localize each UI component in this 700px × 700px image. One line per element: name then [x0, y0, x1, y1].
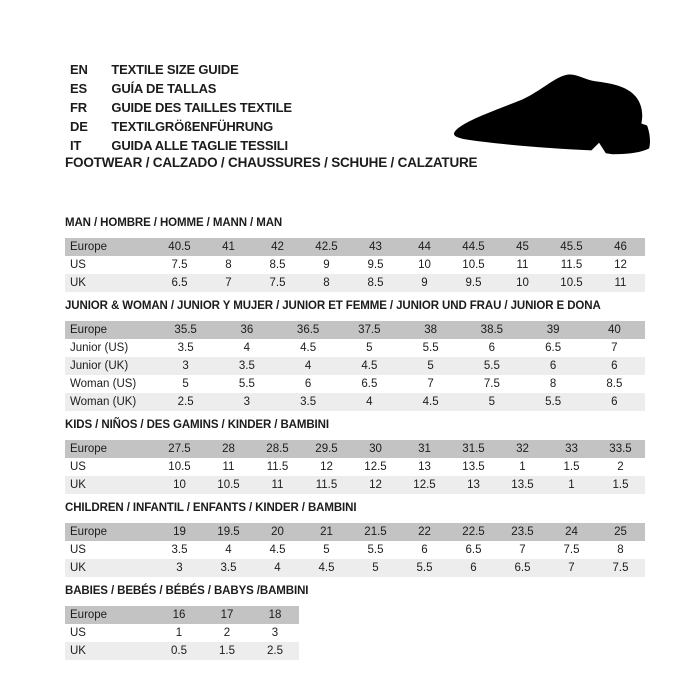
size-cell: 2.5 [155, 393, 216, 411]
size-cell: 12 [351, 476, 400, 494]
row-label: Junior (UK) [65, 357, 155, 375]
table-row-uk [65, 476, 645, 494]
language-row [70, 79, 292, 98]
table-row-uk [65, 642, 299, 660]
table-row-header [65, 440, 645, 458]
language-label: TEXTILGRÖßENFÜHRUNG [111, 119, 274, 134]
language-code: IT [70, 138, 82, 153]
size-cell: 17 [203, 606, 251, 624]
row-label: UK [65, 559, 155, 577]
size-cell: 38.5 [461, 321, 522, 339]
size-cell: 19 [155, 523, 204, 541]
size-cell: 3.5 [216, 357, 277, 375]
size-cell: 2 [617, 461, 624, 473]
size-cell: 30 [351, 440, 400, 458]
table-row-junior-us [65, 339, 645, 357]
size-cell: 36 [216, 321, 277, 339]
size-cell: 44.5 [449, 238, 498, 256]
size-cell: 10.5 [462, 259, 485, 271]
size-cell: 6.5 [465, 544, 482, 556]
size-cell: 10.5 [547, 274, 596, 292]
section-title: BABIES / BEBÉS / BÉBÉS / BABYS /BAMBINI [65, 585, 309, 597]
size-cell: 1 [547, 476, 596, 494]
size-cell: 37.5 [339, 321, 400, 339]
size-cell: 44 [400, 238, 449, 256]
size-cell: 45 [498, 238, 547, 256]
size-cell: 22 [400, 523, 449, 541]
size-cell: 25 [596, 523, 645, 541]
size-cell: 7 [519, 544, 526, 556]
size-cell: 4.5 [269, 544, 286, 556]
size-cell: 6.5 [498, 559, 547, 577]
size-cell: 4.5 [400, 393, 461, 411]
size-cell: 11 [222, 461, 235, 473]
section-title: KIDS / NIÑOS / DES GAMINS / KINDER / BAMBINI [65, 419, 329, 431]
size-cell: 12.5 [400, 476, 449, 494]
section-title: MAN / HOMBRE / HOMME / MANN / MAN [65, 217, 283, 229]
size-cell: 10 [498, 274, 547, 292]
size-cell: 28 [204, 440, 253, 458]
language-code: DE [70, 119, 88, 134]
size-cell: 24 [547, 523, 596, 541]
size-cell: 8 [225, 259, 232, 271]
size-cell: 5.5 [523, 393, 584, 411]
size-cell: 42 [253, 238, 302, 256]
size-cell: 23.5 [498, 523, 547, 541]
size-cell: 31 [400, 440, 449, 458]
language-label: TEXTILE SIZE GUIDE [111, 62, 239, 77]
size-cell: 2.5 [251, 642, 299, 660]
shoe-icon [446, 64, 660, 160]
row-label: Woman (UK) [65, 393, 155, 411]
size-cell: 11 [596, 274, 645, 292]
table-row-us [65, 541, 645, 559]
size-cell: 19.5 [204, 523, 253, 541]
table-row-us [65, 256, 645, 274]
size-cell: 16 [155, 606, 203, 624]
size-cell: 2 [223, 627, 231, 639]
size-cell: 8.5 [351, 274, 400, 292]
language-code: EN [70, 62, 88, 77]
size-cell: 5 [182, 378, 189, 390]
size-cell: 4.5 [339, 357, 400, 375]
size-cell: 22.5 [449, 523, 498, 541]
size-cell: 10 [155, 476, 204, 494]
size-cell: 0.5 [155, 642, 203, 660]
size-cell: 6 [488, 342, 496, 354]
size-cell: 6.5 [361, 378, 378, 390]
row-label: UK [65, 642, 155, 660]
size-cell: 7.5 [253, 274, 302, 292]
size-table [65, 440, 645, 494]
size-cell: 45.5 [547, 238, 596, 256]
size-cell: 5 [400, 357, 461, 375]
size-cell: 4 [278, 357, 339, 375]
size-cell: 9 [323, 259, 330, 271]
language-row [70, 136, 292, 155]
size-cell: 11.5 [302, 476, 351, 494]
size-table [65, 238, 645, 292]
language-row [70, 117, 292, 136]
size-cell: 3.5 [171, 544, 188, 556]
row-label: US [70, 461, 86, 473]
row-label: Europe [65, 238, 155, 256]
size-table-section-children [65, 501, 645, 577]
size-table-section-kids [65, 418, 645, 494]
table-row-header [65, 238, 645, 256]
table-row-uk [65, 559, 645, 577]
size-cell: 6 [304, 378, 312, 390]
size-cell: 3 [271, 627, 279, 639]
size-cell: 12.5 [364, 461, 387, 473]
size-cell: 3 [155, 357, 216, 375]
size-cell: 38 [400, 321, 461, 339]
row-label: Europe [65, 321, 155, 339]
size-cell: 7 [204, 274, 253, 292]
size-cell: 8.5 [606, 378, 623, 390]
size-cell: 3.5 [177, 342, 194, 354]
size-cell: 29.5 [302, 440, 351, 458]
language-row [70, 60, 292, 79]
size-cell: 4 [243, 342, 251, 354]
row-label: UK [65, 274, 155, 292]
size-cell: 1 [519, 461, 526, 473]
size-cell: 8 [617, 544, 624, 556]
size-cell: 6 [421, 544, 428, 556]
language-row [70, 98, 292, 117]
size-cell: 4.5 [300, 342, 317, 354]
size-cell: 7.5 [596, 559, 645, 577]
section-title: JUNIOR & WOMAN / JUNIOR Y MUJER / JUNIOR ET FEMME / JUNIOR UND FRAU / JUNIOR E DONA [65, 300, 601, 312]
size-cell: 7 [611, 342, 618, 354]
size-cell: 6.5 [545, 342, 562, 354]
size-cell: 35.5 [155, 321, 216, 339]
size-cell: 5 [351, 559, 400, 577]
language-rows [70, 60, 292, 155]
size-cell: 5 [461, 393, 522, 411]
size-tables [65, 216, 645, 667]
size-cell: 1.5 [203, 642, 251, 660]
size-cell: 40 [584, 321, 645, 339]
size-cell: 31.5 [449, 440, 498, 458]
size-table-section-man [65, 216, 645, 292]
size-table-section-junior-woman [65, 299, 645, 411]
row-label: Junior (US) [70, 342, 129, 354]
size-cell: 13.5 [498, 476, 547, 494]
row-label: US [70, 627, 86, 639]
language-code: ES [70, 81, 87, 96]
size-table [65, 606, 299, 660]
size-cell: 5.5 [238, 378, 255, 390]
size-cell: 11 [253, 476, 302, 494]
size-cell: 9 [400, 274, 449, 292]
size-cell: 3 [216, 393, 277, 411]
table-row-header [65, 606, 299, 624]
language-label: GUIDA ALLE TAGLIE TESSILI [111, 138, 288, 153]
size-cell: 4.5 [302, 559, 351, 577]
size-cell: 7.5 [171, 259, 188, 271]
size-cell: 1.5 [563, 461, 580, 473]
size-cell: 9.5 [367, 259, 384, 271]
size-cell: 1.5 [596, 476, 645, 494]
size-cell: 32 [498, 440, 547, 458]
size-cell: 7 [427, 378, 434, 390]
size-cell: 33 [547, 440, 596, 458]
size-cell: 42.5 [302, 238, 351, 256]
table-row-header [65, 523, 645, 541]
size-cell: 12 [320, 461, 333, 473]
size-cell: 12 [614, 259, 627, 271]
size-cell: 13 [449, 476, 498, 494]
row-label: Europe [65, 523, 155, 541]
size-cell: 3.5 [278, 393, 339, 411]
size-cell: 8 [302, 274, 351, 292]
size-cell: 43 [351, 238, 400, 256]
size-table-section-babies [65, 584, 645, 660]
size-cell: 6 [584, 393, 645, 411]
row-label: Europe [65, 440, 155, 458]
size-cell: 18 [251, 606, 299, 624]
size-cell: 11 [516, 259, 529, 271]
table-row-woman-us [65, 375, 645, 393]
size-cell: 46 [596, 238, 645, 256]
size-cell: 6 [523, 357, 584, 375]
size-cell: 4 [225, 544, 232, 556]
size-cell: 6 [449, 559, 498, 577]
table-row-header [65, 321, 645, 339]
size-cell: 5.5 [367, 544, 384, 556]
category-heading: FOOTWEAR / CALZADO / CHAUSSURES / SCHUHE / CALZATURE [65, 155, 478, 170]
row-label: US [70, 259, 86, 271]
size-cell: 41 [204, 238, 253, 256]
language-label: GUÍA DE TALLAS [111, 81, 217, 96]
table-row-woman-uk [65, 393, 645, 411]
size-cell: 10.5 [204, 476, 253, 494]
size-cell: 40.5 [155, 238, 204, 256]
language-code: FR [70, 100, 87, 115]
size-table [65, 523, 645, 577]
size-cell: 13.5 [462, 461, 485, 473]
size-cell: 1 [175, 627, 183, 639]
size-cell: 5.5 [422, 342, 439, 354]
size-cell: 33.5 [596, 440, 645, 458]
size-cell: 5.5 [400, 559, 449, 577]
size-cell: 5.5 [461, 357, 522, 375]
size-cell: 8.5 [269, 259, 286, 271]
size-cell: 5 [323, 544, 330, 556]
size-cell: 27.5 [155, 440, 204, 458]
size-cell: 7.5 [563, 544, 580, 556]
size-cell: 39 [523, 321, 584, 339]
size-cell: 10.5 [168, 461, 191, 473]
size-cell: 20 [253, 523, 302, 541]
size-cell: 13 [418, 461, 431, 473]
language-label: GUIDE DES TAILLES TEXTILE [111, 100, 292, 115]
row-label: UK [65, 476, 155, 494]
table-row-uk [65, 274, 645, 292]
size-cell: 8 [549, 378, 557, 390]
size-cell: 6 [584, 357, 645, 375]
size-cell: 7 [547, 559, 596, 577]
size-cell: 10 [418, 259, 431, 271]
size-cell: 3 [155, 559, 204, 577]
size-cell: 11.5 [266, 461, 289, 473]
size-cell: 21 [302, 523, 351, 541]
size-cell: 3.5 [204, 559, 253, 577]
size-cell: 5 [366, 342, 373, 354]
size-table [65, 321, 645, 411]
size-cell: 4 [339, 393, 400, 411]
table-row-us [65, 624, 299, 642]
row-label: US [70, 544, 86, 556]
table-row-us [65, 458, 645, 476]
size-cell: 11.5 [560, 259, 583, 271]
row-label: Europe [65, 606, 155, 624]
size-cell: 4 [253, 559, 302, 577]
size-cell: 7.5 [483, 378, 500, 390]
size-cell: 28.5 [253, 440, 302, 458]
size-cell: 6.5 [155, 274, 204, 292]
row-label: Woman (US) [70, 378, 137, 390]
section-title: CHILDREN / INFANTIL / ENFANTS / KINDER / BAMBINI [65, 502, 357, 514]
table-row-junior-uk [65, 357, 645, 375]
size-cell: 21.5 [351, 523, 400, 541]
language-header [70, 60, 292, 155]
size-cell: 36.5 [278, 321, 339, 339]
size-cell: 9.5 [449, 274, 498, 292]
